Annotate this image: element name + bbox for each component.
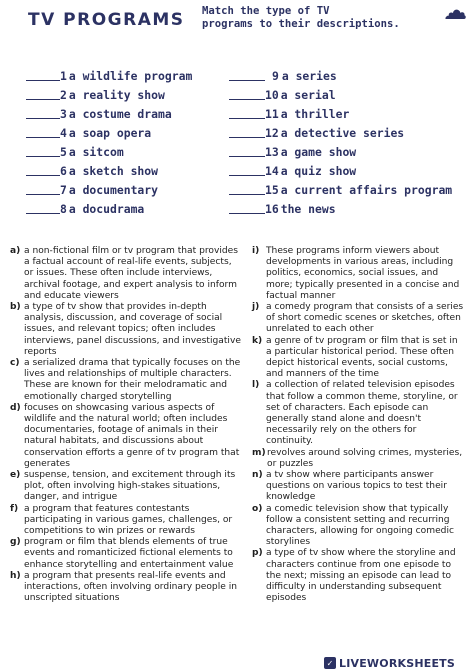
list-item: 6 a sketch show xyxy=(26,159,192,178)
description-item: h) a program that presents real-life events and interactions, often involving ordinary people in unscripted situations xyxy=(10,570,238,604)
list-item: 14 a quiz show xyxy=(229,159,452,178)
list-item: 5 a sitcom xyxy=(26,140,192,159)
answer-blank[interactable] xyxy=(26,126,60,138)
list-item: 13 a game show xyxy=(229,140,452,159)
list-item: 9 a series xyxy=(229,64,452,83)
description-item: l) a collection of related television episodes that follow a common theme, storyline, or set of characters. Each episode can generally stand alone and doesn't necessarily rely on the others for continuity. xyxy=(252,380,458,447)
descriptions xyxy=(0,246,474,670)
answer-blank[interactable] xyxy=(26,107,60,119)
instructions-line-2: programs to their descriptions. xyxy=(202,18,400,30)
instructions xyxy=(202,5,442,31)
answer-blank[interactable] xyxy=(229,183,265,195)
description-item: k) a genre of tv program or film that is set in a particular historical period. These often depict historical events, social customs, and manners of the time xyxy=(252,335,458,380)
answer-blank[interactable] xyxy=(229,145,265,157)
descriptions-left-column xyxy=(10,246,242,605)
list-item: 7 a documentary xyxy=(26,178,192,197)
answer-blank[interactable] xyxy=(229,69,265,81)
description-item: j) a comedy program that consists of a series of short comedic scenes or sketches, often unrelated to each other xyxy=(252,302,464,335)
description-item: o) a comedic television show that typically follow a consistent setting and recurring characters, allowing for ongoing comedic storylines xyxy=(252,503,454,548)
description-item: f) a program that features contestants participating in various games, challenges, or competitions to win prizes or rewards xyxy=(10,503,233,537)
answer-blank[interactable] xyxy=(229,107,265,119)
matching-list-left-column xyxy=(26,64,192,216)
description-item: a) a non-fictional film or tv program that provides a factual account of real-life events, subjects, or issues. These often include interviews, archival footage, and expert analysis to inform and educate viewers xyxy=(10,246,238,301)
instructions-line-1: Match the type of TV xyxy=(202,5,330,17)
answer-blank[interactable] xyxy=(26,69,60,81)
answer-blank[interactable] xyxy=(229,202,265,214)
list-item: 2 a reality show xyxy=(26,83,192,102)
list-item: 12 a detective series xyxy=(229,121,452,140)
list-item: 15 a current affairs program xyxy=(229,178,452,197)
answer-blank[interactable] xyxy=(229,88,265,100)
answer-blank[interactable] xyxy=(26,202,60,214)
list-item: 3 a costume drama xyxy=(26,102,192,121)
description-item: e) suspense, tension, and excitement through its plot, often involving high-stakes situations, danger, and intrigue xyxy=(10,470,236,503)
answer-blank[interactable] xyxy=(26,88,60,100)
list-item: 11 a thriller xyxy=(229,102,452,121)
worksheet-header xyxy=(0,0,474,58)
liveworksheets-logo xyxy=(324,656,474,670)
answer-blank[interactable] xyxy=(26,183,60,195)
description-item: p) a type of tv show where the storyline and characters continue from one episode to the next; missing an episode can lead to difficulty in understanding subsequent episodes xyxy=(252,548,456,604)
list-item: 4 a soap opera xyxy=(26,121,192,140)
list-item: 10 a serial xyxy=(229,83,452,102)
answer-blank[interactable] xyxy=(229,126,265,138)
description-item: m) revolves around solving crimes, mysteries, or puzzles xyxy=(252,447,463,469)
list-item: 16 the news xyxy=(229,197,452,216)
description-item: i) These programs inform viewers about developments in various areas, including politics, economics, social issues, and more; typically presented in a concise and factual manner xyxy=(252,246,460,301)
description-item: n) a tv show where participants answer questions on various topics to test their knowledge xyxy=(252,470,447,503)
answer-blank[interactable] xyxy=(26,145,60,157)
answer-blank[interactable] xyxy=(229,164,265,176)
list-item: 1 a wildlife program xyxy=(26,64,192,83)
description-item: c) a serialized drama that typically focuses on the lives and relationships of multiple characters. These are known for their melodramatic and emotionally charged storytelling xyxy=(10,358,241,402)
descriptions-right-column xyxy=(252,246,464,605)
page-title: TV PROGRAMS xyxy=(28,10,185,30)
liveworksheets-logo-text: LIVEWORKSHEETS xyxy=(339,656,455,670)
matching-list xyxy=(0,64,474,224)
answer-blank[interactable] xyxy=(26,164,60,176)
list-item: 8 a docudrama xyxy=(26,197,192,216)
description-item: d) focuses on showcasing various aspects of wildlife and the natural world; often includes documentaries, footage of animals in their natural habitats, and discussions about conservation efforts a genre of tv program that generates xyxy=(10,402,240,469)
matching-list-right-column xyxy=(229,64,452,216)
description-item: b) a type of tv show that provides in-depth analysis, discussion, and coverage of social issues, and relevant topics; often includes interviews, panel discussions, and investigative reports xyxy=(10,302,241,357)
liveworksheets-logo-icon: ✓ xyxy=(324,657,336,669)
description-item: g) program or film that blends elements of true events and romanticized fictional elements to enhance storytelling and entertainment value xyxy=(10,537,234,570)
cloud-icon xyxy=(443,6,467,20)
